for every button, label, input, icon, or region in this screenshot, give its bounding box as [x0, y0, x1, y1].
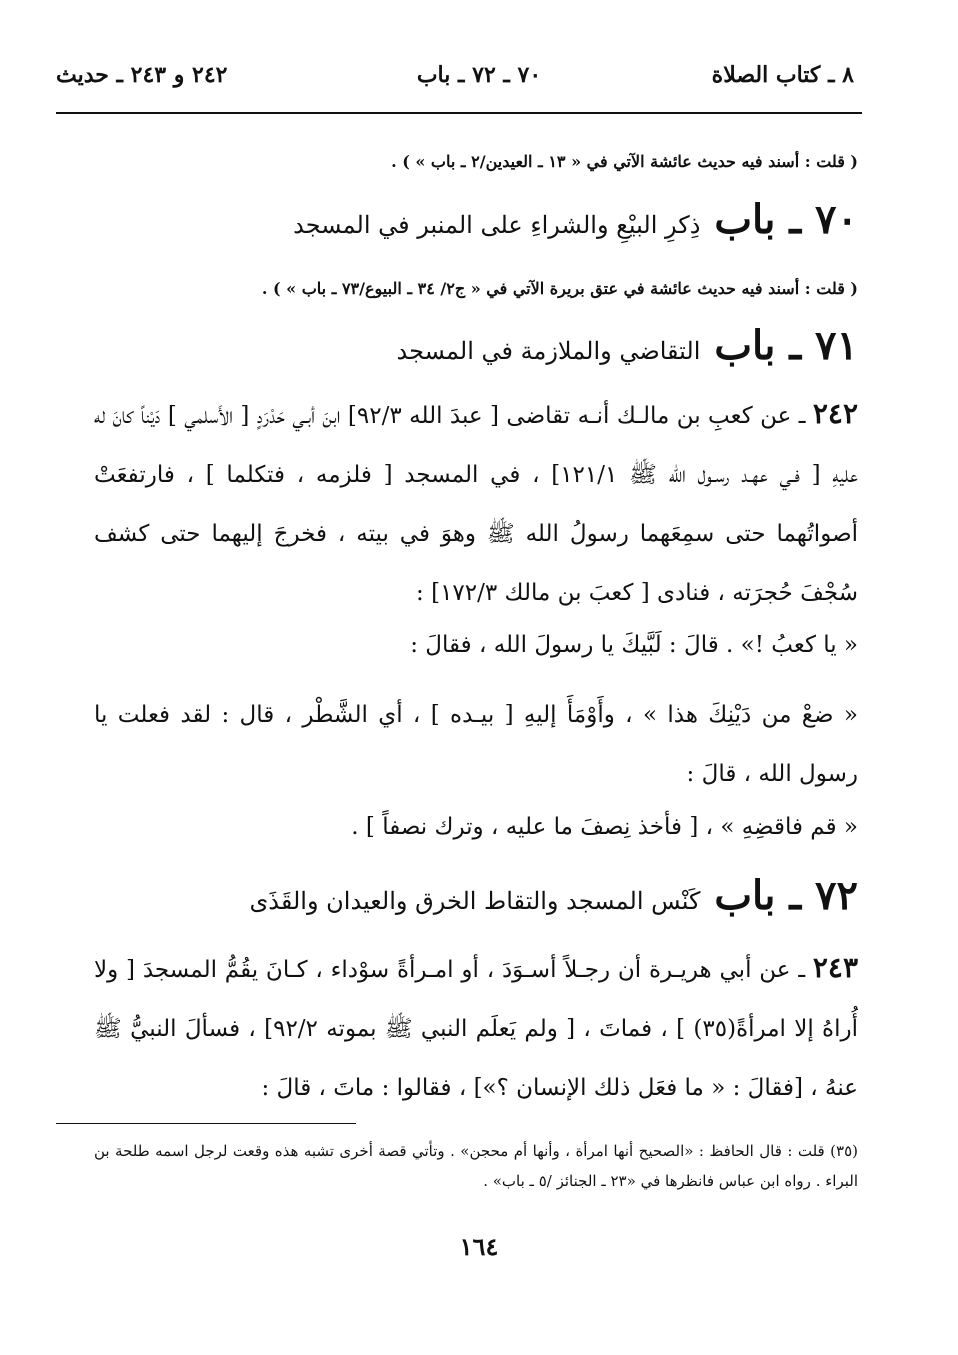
chapter-title: ذِكرِ البيْعِ والشراءِ على المنبر في المسجد	[293, 211, 701, 239]
page-number: ١٦٤	[459, 1232, 499, 1261]
chapter-number: ٧٠ ـ	[789, 196, 858, 243]
header-divider	[56, 112, 862, 114]
running-header-chapter: ٨ ـ كتاب الصلاة	[711, 62, 854, 88]
chapter-title: كَنْس المسجد والتقاط الخرق والعيدان والقَذَى	[249, 887, 701, 915]
chapter-number: ٧١ ـ	[789, 322, 858, 369]
chapter-word: باب	[714, 872, 776, 919]
hadith-243-body	[94, 938, 858, 1118]
chapter-number: ٧٢ ـ	[789, 872, 858, 919]
chapter-title: التقاضي والملازمة في المسجد	[396, 337, 701, 365]
hadith-242-body	[94, 384, 858, 623]
chapter-word: باب	[714, 196, 776, 243]
footnote-divider	[56, 1123, 356, 1124]
chapter-heading-72	[249, 872, 858, 919]
chapter-heading-70	[293, 196, 858, 243]
footnote-35: (٣٥) قلت : قال الحافظ : «الصحيح أنها امرأة ، وأنها أم محجن» . وتأتي قصة أخرى تشبه هذه وقعت لرجل اسمه طلحة بن البراء . رواه ابن عباس فانظرها في «٢٣ ـ الجنائز /٥ ـ باب» .	[94, 1142, 858, 1190]
hadith-number: ٢٤٣	[812, 951, 859, 984]
hadith-text: ـ عن كعبِ بن مالـك أنـه تقاضى [ عبدَ الله ٩٢/٣] ابنَ أبـي حَدْرَدٍ [ الأَسلمي ] دَيْناً كانَ له عليهِ [ فـي عهـد رسـول الله ﷺ ١٢١/١] ، في المسجد [ فلزمه ، فتكلما ] ، فارتفعَتْ أصواتُهما حتى سمِعَهما رسولُ الله ﷺ وهوَ في بيته ، فخرجَ إليهما حتى كشف سُجْفَ حُجرَته ، فنادى [ كعبَ بن مالك ١٧٢/٣] :	[94, 403, 858, 606]
editor-note-1: ( قلت : أسند فيه حديث عائشة الآتي في « ١٣ ـ العيدين/٢ ـ باب » ) .	[391, 152, 858, 171]
running-header-hadith-numbers: ٢٤٢ و ٢٤٣ ـ حديث	[56, 62, 228, 88]
editor-note-2: ( قلت : أسند فيه حديث عائشة في عتق بريرة الآتي في « ج٢/ ٣٤ ـ البيوع/٧٣ ـ باب » ) .	[261, 279, 858, 298]
chapter-heading-71	[397, 322, 858, 369]
hadith-text: ـ عن أبي هريـرة أن رجـلاً أسـوَدَ ، أو امـرأةً سوْداء ، كـانَ يقُمُّ المسجدَ [ ولا أُراهُ إلا امرأةً(٣٥) ] ، فماتَ ، [ ولم يَعلَم النبي ﷺ بموته ٩٢/٢] ، فسألَ النبيُّ ﷺ عنهُ ، [فقالَ : « ما فعَل ذلك الإنسان ؟»] ، فقالوا : ماتَ ، قالَ :	[94, 957, 858, 1101]
hadith-number: ٢٤٢	[812, 397, 858, 430]
running-header-sections: ٧٠ ـ ٧٢ ـ باب	[416, 62, 542, 88]
chapter-word: باب	[714, 322, 776, 369]
hadith-242-line-2: « يا كعبُ !» . قالَ : لَبَّيكَ يا رسولَ الله ، فقالَ :	[410, 632, 858, 658]
hadith-242-paragraph-3: « ضعْ من دَيْنِكَ هذا » ، وأَوْمَأَ إليهِ [ بيـده ] ، أي الشَّطْر ، قال : لقد فعلت يا رسول الله ، قالَ :	[94, 702, 858, 787]
hadith-242-line-4: « قم فاقضِهِ » ، [ فأخذ نِصفَ ما عليه ، وترك نصفاً ] .	[351, 814, 858, 840]
